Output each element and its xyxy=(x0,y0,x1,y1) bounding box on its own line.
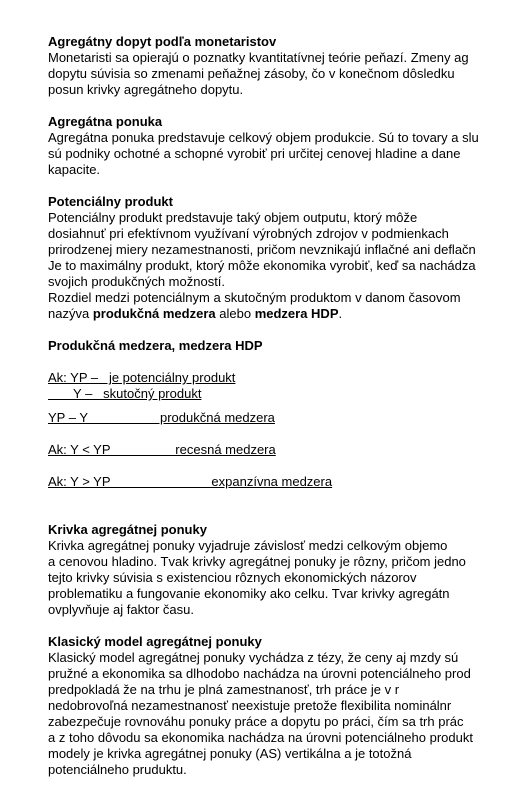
term-gdp-gap: medzera HDP xyxy=(254,306,339,321)
paragraph-line: tejto krivky súvisia s existenciou rôznych ekonomických názorov xyxy=(48,570,417,585)
section-heading: Produkčná medzera, medzera HDP xyxy=(48,338,263,353)
paragraph-line: ovplyvňuje aj faktor času. xyxy=(48,602,194,617)
paragraph-line: a cenovou hladino. Tvak krivky agregátnej ponuky je rôzny, pričom jedno xyxy=(48,554,466,569)
section-heading: Krivka agregátnej ponuky xyxy=(48,522,207,537)
definition-line: Ak: Y < YP recesná medzera xyxy=(48,442,276,457)
paragraph-line: Klasický model agregátnej ponuky vychádza z tézy, že ceny aj mzdy sú xyxy=(48,650,459,665)
paragraph-line: potenciálneho pruduktu. xyxy=(48,762,187,777)
definition-line: YP – Y produkčná medzera xyxy=(48,410,275,425)
section-heading: Agregátna ponuka xyxy=(48,114,163,129)
paragraph-line: modely je krivka agregátnej ponuky (AS) vertikálna a je totožná xyxy=(48,746,412,761)
section-heading: Potenciálny produkt xyxy=(48,194,173,209)
term-production-gap: produkčná medzera xyxy=(92,306,216,321)
paragraph-line: Monetaristi sa opierajú o poznatky kvantitatívnej teórie peňazí. Zmeny ag xyxy=(48,50,469,65)
paragraph-line: prirodzenej miery nezamestnanosti, pričom nevznikajú inflačné ani deflačn xyxy=(48,242,476,257)
paragraph-line: problematiku a fungovanie ekonomiky ako celku. Tvar krivky agregátn xyxy=(48,586,450,601)
paragraph-line: Je to maximálny produkt, ktorý môže ekonomika vyrobiť, keď sa nachádza xyxy=(48,258,476,273)
paragraph-line: nedobrovoľná nezamestnanosť neexistuje pretože flexibilita nominálnr xyxy=(48,698,452,713)
text-run: nazýva xyxy=(48,306,93,321)
paragraph-line: kapacite. xyxy=(48,162,101,177)
section-potential-product xyxy=(48,194,510,322)
paragraph-line: Agregátna ponuka predstavuje celkový objem produkcie. Sú to tovary a slu xyxy=(48,130,479,145)
paragraph-line: svojich produkčných možností. xyxy=(48,274,226,289)
paragraph-line: a z toho dôvodu sa ekonomika nachádza na úrovni potenciálneho produkt xyxy=(48,730,473,745)
paragraph-line: Rozdiel medzi potenciálnym a skutočným produktom v danom časovom xyxy=(48,290,461,305)
text-run: . xyxy=(338,306,343,321)
definition-line: Ak: YP – je potenciálny produkt xyxy=(48,370,236,385)
paragraph-line: predpokladá že na trhu je plná zamestnanosť, trh práce je v r xyxy=(48,682,400,697)
section-aggregate-demand xyxy=(48,34,510,98)
document-page xyxy=(48,34,510,794)
section-aggregate-supply xyxy=(48,114,510,178)
section-heading: Agregátny dopyt podľa monetaristov xyxy=(48,34,277,49)
section-aggregate-supply-curve xyxy=(48,522,510,618)
paragraph-line: posun krivky agregátneho dopytu. xyxy=(48,82,244,97)
paragraph-line xyxy=(48,306,510,322)
definition-line: Ak: Y > YP expanzívna medzera xyxy=(48,474,333,489)
paragraph-line: sú podniky ochotné a schopné vyrobiť pri určitej cenovej hladine a dane xyxy=(48,146,461,161)
paragraph-line: Krivka agregátnej ponuky vyjadruje závislosť medzi celkovým objemo xyxy=(48,538,448,553)
paragraph-line: zabezpečuje rovnováhu ponuky práce a dopytu po práci, čím sa trh prác xyxy=(48,714,464,729)
paragraph-line: Potenciálny produkt predstavuje taký objem outputu, ktorý môže xyxy=(48,210,418,225)
paragraph-line: pružné a ekonomika sa dlhodobo nachádza na úrovni potenciálneho prod xyxy=(48,666,471,681)
text-run: alebo xyxy=(215,306,255,321)
section-classical-model xyxy=(48,634,510,778)
section-production-gap xyxy=(48,338,510,490)
paragraph-line: dosiahnuť pri efektívnom využívaní výrobných zdrojov v podmienkach xyxy=(48,226,449,241)
definition-line: Y – skutočný produkt xyxy=(48,386,202,401)
paragraph-line: dopytu súvisia so zmenami peňažnej zásoby, čo v konečnom dôsledku xyxy=(48,66,455,81)
section-heading: Klasický model agregátnej ponuky xyxy=(48,634,262,649)
